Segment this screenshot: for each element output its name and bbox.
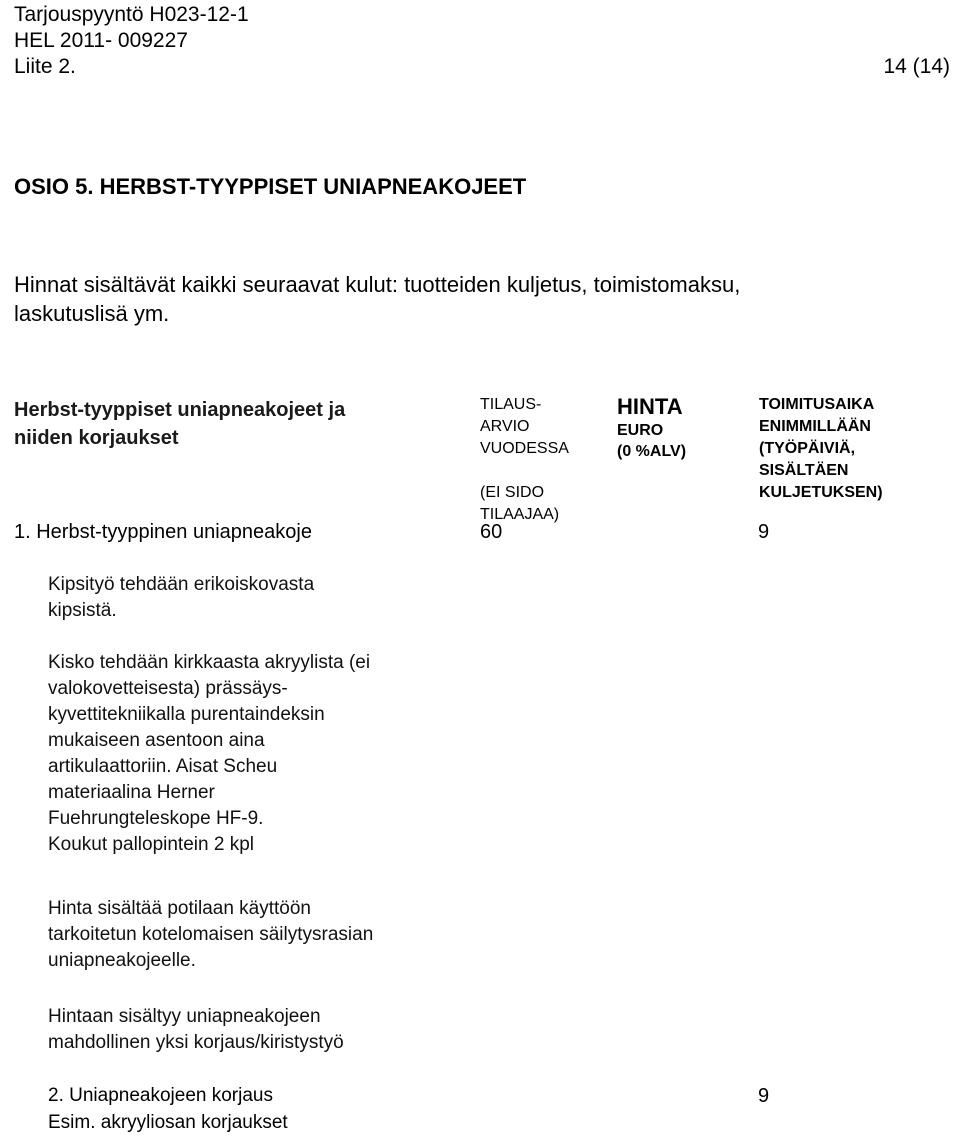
row-1-quantity: 60 — [480, 521, 503, 543]
section-title: OSIO 5. HERBST-TYYPPISET UNIAPNEAKOJEET — [14, 174, 527, 199]
product-column-header: Herbst-tyyppiset uniapneakojeet ja niiden korjaukset — [14, 399, 346, 449]
price-column-header: HINTA EURO (0 %ALV) — [617, 394, 687, 460]
row-1-description-p1: Kipsityö tehdään erikoiskovasta kipsistä. — [48, 574, 315, 621]
document-id: Tarjouspyyntö H023-12-1 — [14, 3, 249, 26]
row-1-description-p2: Kisko tehdään kirkkaasta akryylista (ei valokovetteisesta) prässäys- kyvettitekniikalla purentaindeksin mukaiseen asentoon aina artikulaattoriin. Aisat Scheu materiaalina Herner Fuehrungteleskope HF-9. Koukut pallopintein 2 kpl — [48, 652, 371, 855]
row-1-delivery-days: 9 — [758, 521, 770, 543]
page-number: 14 (14) — [883, 55, 950, 78]
intro-text — [14, 270, 944, 328]
reference-number: HEL 2011- 009227 — [14, 29, 188, 52]
quantity-column-header: TILAUS- ARVIO VUODESSA (EI SIDO TILAAJAA) — [480, 396, 569, 523]
row-1-label: 1. Herbst-tyyppinen uniapneakoje — [14, 521, 312, 543]
row-2-label: 2. Uniapneakojeen korjaus Esim. akryyliosan korjaukset — [48, 1085, 288, 1133]
row-1-description-p4: Hintaan sisältyy uniapneakojeen mahdollinen yksi korjaus/kiristystyö — [48, 1006, 344, 1053]
intro-line: laskutuslisä ym. — [14, 301, 170, 326]
row-1-description-p3: Hinta sisältää potilaan käyttöön tarkoitetun kotelomaisen säilytysrasian uniapneakojeelle. — [48, 898, 374, 971]
appendix-label: Liite 2. — [14, 55, 76, 78]
row-2-delivery-days: 9 — [758, 1085, 770, 1107]
delivery-column-header: TOIMITUSAIKA ENIMMILLÄÄN (TYÖPÄIVIÄ, SISÄLTÄEN KULJETUKSEN) — [759, 396, 883, 501]
intro-line: Hinnat sisältävät kaikki seuraavat kulut: tuotteiden kuljetus, toimistomaksu, — [14, 272, 741, 297]
